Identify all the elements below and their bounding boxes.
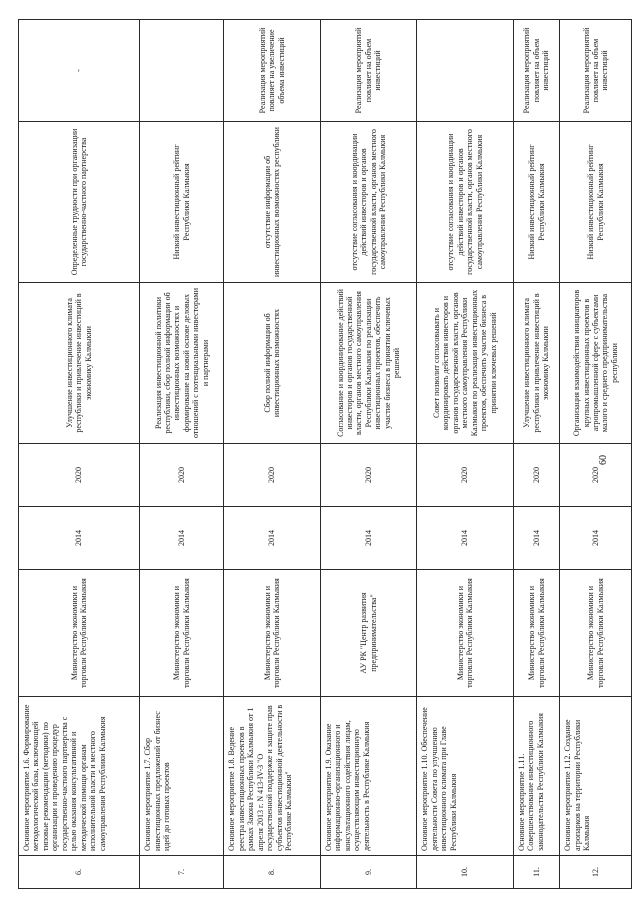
start-year-cell: 2014 xyxy=(560,507,632,570)
table-row xyxy=(224,20,320,889)
result-cell: Согласование и координирование действий инвесторов и органов государственной власти, органов местного самоуправления Республики Калмыкия по реализации инвестиционных проектов, обеспечить участие бизнеса в принятии ключевых решений xyxy=(320,283,416,444)
row-number: 7. xyxy=(140,856,224,889)
result-cell: Совет позволит согласовывать и координировать действия инвесторов и органов государственной власти, органов местного самоуправления Республики Калмыкия по реализации инвестиционных проектов, обеспечить участие бизнеса в принятии ключевых решений xyxy=(417,283,513,444)
row-number: 10. xyxy=(417,856,513,889)
measure-name: Основное мероприятие 1.6. Формирование методологической базы, включающей типовые рекомендации (методики) по организации и проведению процедур государственно-частного партнерства с целью оказания консультативной и методической помощи органам исполнительной власти и местного самоуправления Республики Калмыкия xyxy=(19,697,140,856)
row-number: 12. xyxy=(560,856,632,889)
link-cell: Реализация мероприятий повлияет на увеличение объема инвестиций xyxy=(224,20,320,122)
measure-name: Основное мероприятие 1.9. Оказание информационно-организационного и консультационного содействия лицам, осуществляющим инвестиционную деятельность в Республике Калмыкия xyxy=(320,697,416,856)
end-year-cell: 2020 xyxy=(224,444,320,507)
table-row xyxy=(140,20,224,889)
risks-cell: отсутствие информации об инвестиционных возможностях республики xyxy=(224,122,320,283)
table-row xyxy=(320,20,416,889)
executor-cell: АУ РК "Центр развития предпринимательства" xyxy=(320,570,416,697)
end-year-cell: 2020 xyxy=(560,444,632,507)
executor-cell: Министерство экономики и торговли Республики Калмыкия xyxy=(140,570,224,697)
link-cell xyxy=(140,20,224,122)
row-number: 11. xyxy=(513,856,560,889)
end-year-cell: 2020 xyxy=(19,444,140,507)
table-row xyxy=(513,20,560,889)
link-cell: Реализация мероприятий повлияет на объем инвестиций xyxy=(513,20,560,122)
measure-name: Основное мероприятие 1.8. Ведение реестра инвестиционных проектов в рамках Закона Республики Калмыкия от 1 апреля 2013 г. N 413-IV-З "О государственной поддержке и защите прав субъектов инвестиционной деятельности в Республике Калмыкия" xyxy=(224,697,320,856)
result-cell: Улучшение инвестиционного климата республики и привлечение инвестиций в экономику Калмыкии xyxy=(513,283,560,444)
end-year-cell: 2020 xyxy=(320,444,416,507)
result-cell: Реализация инвестиционной политики республики, сбор полной информации об инвестиционных возможностях и формирование на новой основе деловых отношений с потенциальными инвесторами и партнерами xyxy=(140,283,224,444)
start-year-cell: 2014 xyxy=(417,507,513,570)
result-cell: Улучшение инвестиционного климата республики и привлечение инвестиций в экономику Калмыкии xyxy=(19,283,140,444)
risks-cell: отсутствие согласования и координации действий инвесторов и органов государственной власти, органов местного самоуправления Республики Калмыкия xyxy=(320,122,416,283)
row-number: 8. xyxy=(224,856,320,889)
risks-cell: Определенные трудности при организации государственно-частного партнерства xyxy=(19,122,140,283)
measures-table xyxy=(18,19,632,889)
executor-cell: Министерство экономики и торговли Республики Калмыкия xyxy=(224,570,320,697)
risks-cell: Низкий инвестиционный рейтинг Республики Калмыкия xyxy=(513,122,560,283)
table-row xyxy=(417,20,513,889)
start-year-cell: 2014 xyxy=(19,507,140,570)
row-number: 6. xyxy=(19,856,140,889)
start-year-cell: 2014 xyxy=(140,507,224,570)
measure-name: Основное мероприятие 1.7. Сбор инвестиционных предложений от бизнес идей до готовых проектов xyxy=(140,697,224,856)
link-cell: Реализация мероприятий повлияет на объем инвестиций xyxy=(320,20,416,122)
start-year-cell: 2014 xyxy=(513,507,560,570)
end-year-cell: 2020 xyxy=(140,444,224,507)
start-year-cell: 2014 xyxy=(224,507,320,570)
risks-cell: Низкий инвестиционный рейтинг Республики Калмыкия xyxy=(140,122,224,283)
executor-cell: Министерство экономики и торговли Республики Калмыкия xyxy=(513,570,560,697)
table-row xyxy=(560,20,632,889)
measure-name: Основное мероприятие 1.12. Создание агропарков на территории Республики Калмыкия xyxy=(560,697,632,856)
risks-cell: отсутствие согласования и координации действий инвесторов и органов государственной власти, органов местного самоуправления Республики Калмыкия xyxy=(417,122,513,283)
risks-cell: Низкий инвестиционный рейтинг Республики Калмыкия xyxy=(560,122,632,283)
link-cell: Реализация мероприятий повлияет на объем инвестиций xyxy=(560,20,632,122)
page-number: 60 xyxy=(598,455,609,465)
executor-cell: Министерство экономики и торговли Республики Калмыкия xyxy=(417,570,513,697)
measure-name: Основное мероприятие 1.11. Совершенствование инвестиционного законодательства Республики Калмыкия xyxy=(513,697,560,856)
measure-name: Основное мероприятие 1.10. Обеспечение деятельности Совета по улучшению инвестиционного климата при Главе Республики Калмыкия xyxy=(417,697,513,856)
row-number: 9. xyxy=(320,856,416,889)
executor-cell: Министерство экономики и торговли Республики Калмыкия xyxy=(19,570,140,697)
result-cell: Сбор полной информации об инвестиционных возможностях xyxy=(224,283,320,444)
start-year-cell: 2014 xyxy=(320,507,416,570)
link-cell: - xyxy=(19,20,140,122)
executor-cell: Министерство экономики и торговли Республики Калмыкия xyxy=(560,570,632,697)
end-year-cell: 2020 xyxy=(417,444,513,507)
table-row xyxy=(19,20,140,889)
result-cell: Организация взаимодействия инициаторов крупных инвестиционных проектов в агропромышленной сфере с субъектами малого и среднего предпринимательства республики xyxy=(560,283,632,444)
link-cell xyxy=(417,20,513,122)
end-year-cell: 2020 xyxy=(513,444,560,507)
